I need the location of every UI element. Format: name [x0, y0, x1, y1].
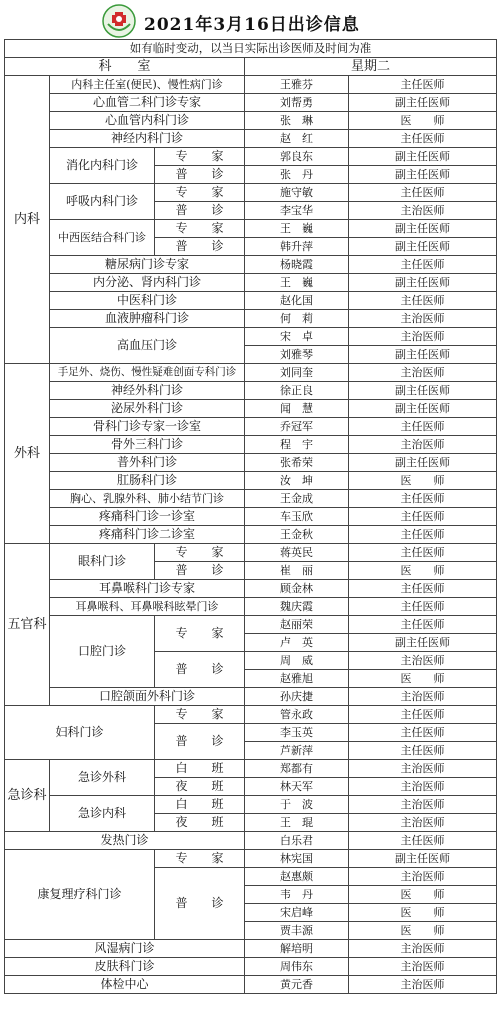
- title-cell: 主治医师: [349, 868, 497, 886]
- doctor-cell: 郑都有: [245, 760, 349, 778]
- notice-row: [5, 40, 497, 58]
- hospital-logo-icon: [102, 4, 136, 38]
- doctor-cell: 刘雅琴: [245, 346, 349, 364]
- title-cell: 副主任医师: [349, 220, 497, 238]
- doctor-cell: 施守敏: [245, 184, 349, 202]
- doctor-cell: 宋启峰: [245, 904, 349, 922]
- title-cell: 副主任医师: [349, 166, 497, 184]
- title-cell: 主任医师: [349, 184, 497, 202]
- dept-cell: 高血压门诊: [50, 328, 245, 364]
- dept-cell: 胸心、乳腺外科、肺小结节门诊: [50, 490, 245, 508]
- type-cell: 专 家: [155, 184, 245, 202]
- title-cell: 主治医师: [349, 958, 497, 976]
- header-row: [5, 58, 497, 76]
- doctor-cell: 赵丽荣: [245, 616, 349, 634]
- title-cell: 副主任医师: [349, 382, 497, 400]
- title-cell: 主治医师: [349, 202, 497, 220]
- table-row: [5, 706, 497, 724]
- table-row: [5, 112, 497, 130]
- doctor-cell: 赵惠颇: [245, 868, 349, 886]
- table-row: [5, 832, 497, 850]
- type-cell: 专 家: [155, 544, 245, 562]
- title-cell: 主任医师: [349, 544, 497, 562]
- column-header-day: 星期二: [245, 58, 497, 76]
- dept-cell: 心血管内科门诊: [50, 112, 245, 130]
- doctor-cell: 徐正良: [245, 382, 349, 400]
- title-cell: 主治医师: [349, 760, 497, 778]
- dept-cell: 手足外、烧伤、慢性疑难创面专科门诊: [50, 364, 245, 382]
- doctor-cell: 管永政: [245, 706, 349, 724]
- table-row: [5, 130, 497, 148]
- table-row: [5, 976, 497, 994]
- doctor-cell: 张 丹: [245, 166, 349, 184]
- title-cell: 主治医师: [349, 814, 497, 832]
- doctor-cell: 周 威: [245, 652, 349, 670]
- type-cell: 普 诊: [155, 868, 245, 940]
- title-cell: 主任医师: [349, 130, 497, 148]
- type-cell: 普 诊: [155, 166, 245, 184]
- dept-cell: 皮肤科门诊: [5, 958, 245, 976]
- notice-text: 如有临时变动，以当日实际出诊医师及时间为准: [5, 40, 497, 58]
- doctor-cell: 王雅芬: [245, 76, 349, 94]
- table-row: [5, 256, 497, 274]
- table-row: [5, 382, 497, 400]
- title-cell: 主任医师: [349, 256, 497, 274]
- doctor-cell: 黄元香: [245, 976, 349, 994]
- doctor-cell: 王 巍: [245, 274, 349, 292]
- dept-cell: 口腔颌面外科门诊: [50, 688, 245, 706]
- title-cell: 医 师: [349, 670, 497, 688]
- group-neike: 内科: [5, 76, 50, 364]
- title-cell: 主任医师: [349, 616, 497, 634]
- table-row: [5, 760, 497, 778]
- group-jizhen: 急诊科: [5, 760, 50, 832]
- title-cell: 副主任医师: [349, 454, 497, 472]
- doctor-cell: 赵 红: [245, 130, 349, 148]
- type-cell: 专 家: [155, 148, 245, 166]
- group-waike: 外科: [5, 364, 50, 544]
- page-header: [4, 4, 496, 38]
- doctor-cell: 杨晓霞: [245, 256, 349, 274]
- title-cell: 副主任医师: [349, 850, 497, 868]
- table-row: [5, 796, 497, 814]
- title-cell: 主治医师: [349, 688, 497, 706]
- title-cell: 副主任医师: [349, 274, 497, 292]
- doctor-cell: 王金成: [245, 490, 349, 508]
- table-row: [5, 418, 497, 436]
- doctor-cell: 孙庆捷: [245, 688, 349, 706]
- table-row: [5, 310, 497, 328]
- table-row: [5, 616, 497, 634]
- doctor-cell: 宋 卓: [245, 328, 349, 346]
- dept-cell: 中西医结合科门诊: [50, 220, 155, 256]
- title-cell: 主任医师: [349, 76, 497, 94]
- title-cell: 医 师: [349, 922, 497, 940]
- title-cell: 副主任医师: [349, 634, 497, 652]
- dept-cell: 急诊内科: [50, 796, 155, 832]
- dept-cell: 风湿病门诊: [5, 940, 245, 958]
- title-cell: 主任医师: [349, 832, 497, 850]
- doctor-cell: 林宪国: [245, 850, 349, 868]
- dept-cell: 肛肠科门诊: [50, 472, 245, 490]
- doctor-cell: 白乐君: [245, 832, 349, 850]
- title-cell: 副主任医师: [349, 94, 497, 112]
- dept-cell: 神经外科门诊: [50, 382, 245, 400]
- title-cell: 副主任医师: [349, 400, 497, 418]
- table-row: [5, 508, 497, 526]
- type-cell: 专 家: [155, 850, 245, 868]
- dept-cell: 消化内科门诊: [50, 148, 155, 184]
- title-cell: 主治医师: [349, 940, 497, 958]
- table-row: [5, 940, 497, 958]
- doctor-cell: 赵化国: [245, 292, 349, 310]
- dept-cell: 康复理疗科门诊: [5, 850, 155, 940]
- title-cell: 主治医师: [349, 310, 497, 328]
- type-cell: 专 家: [155, 706, 245, 724]
- dept-cell: 体检中心: [5, 976, 245, 994]
- doctor-cell: 卢 英: [245, 634, 349, 652]
- table-row: [5, 184, 497, 202]
- title-cell: 主治医师: [349, 652, 497, 670]
- dept-cell: 疼痛科门诊二诊室: [50, 526, 245, 544]
- table-row: [5, 526, 497, 544]
- doctor-cell: 解培明: [245, 940, 349, 958]
- dept-cell: 呼吸内科门诊: [50, 184, 155, 220]
- doctor-cell: 王 巍: [245, 220, 349, 238]
- title-cell: 主任医师: [349, 418, 497, 436]
- table-row: [5, 220, 497, 238]
- dept-cell: 口腔门诊: [50, 616, 155, 688]
- doctor-cell: 韩升萍: [245, 238, 349, 256]
- title-cell: 副主任医师: [349, 148, 497, 166]
- title-cell: 医 师: [349, 472, 497, 490]
- title-cell: 主治医师: [349, 328, 497, 346]
- doctor-cell: 周伟东: [245, 958, 349, 976]
- doctor-cell: 赵雅旭: [245, 670, 349, 688]
- group-wuguan: 五官科: [5, 544, 50, 706]
- title-cell: 医 师: [349, 562, 497, 580]
- type-cell: 夜 班: [155, 814, 245, 832]
- dept-cell: 眼科门诊: [50, 544, 155, 580]
- doctor-cell: 闻 慧: [245, 400, 349, 418]
- title-cell: 主任医师: [349, 742, 497, 760]
- table-row: [5, 94, 497, 112]
- table-row: [5, 490, 497, 508]
- dept-cell: 神经内科门诊: [50, 130, 245, 148]
- dept-cell: 耳鼻喉科门诊专家: [50, 580, 245, 598]
- doctor-cell: 郭良东: [245, 148, 349, 166]
- dept-cell: 普外科门诊: [50, 454, 245, 472]
- title-cell: 主任医师: [349, 490, 497, 508]
- table-row: [5, 364, 497, 382]
- doctor-cell: 王 琨: [245, 814, 349, 832]
- table-row: [5, 436, 497, 454]
- doctor-cell: 汝 坤: [245, 472, 349, 490]
- table-row: [5, 580, 497, 598]
- type-cell: 普 诊: [155, 562, 245, 580]
- doctor-cell: 乔冠军: [245, 418, 349, 436]
- dept-cell: 骨科门诊专家一诊室: [50, 418, 245, 436]
- title-cell: 主任医师: [349, 580, 497, 598]
- schedule-table: [4, 39, 497, 994]
- doctor-cell: 何 莉: [245, 310, 349, 328]
- doctor-cell: 程 宇: [245, 436, 349, 454]
- doctor-cell: 顾金林: [245, 580, 349, 598]
- title-cell: 主任医师: [349, 526, 497, 544]
- type-cell: 白 班: [155, 796, 245, 814]
- table-row: [5, 76, 497, 94]
- doctor-cell: 李玉英: [245, 724, 349, 742]
- column-header-dept: 科 室: [5, 58, 245, 76]
- type-cell: 白 班: [155, 760, 245, 778]
- table-row: [5, 274, 497, 292]
- dept-cell: 中医科门诊: [50, 292, 245, 310]
- dept-cell: 内分泌、肾内科门诊: [50, 274, 245, 292]
- title-cell: 医 师: [349, 112, 497, 130]
- doctor-cell: 芦新萍: [245, 742, 349, 760]
- title-cell: 主治医师: [349, 976, 497, 994]
- table-row: [5, 328, 497, 346]
- title-cell: 医 师: [349, 886, 497, 904]
- type-cell: 普 诊: [155, 652, 245, 688]
- doctor-cell: 刘帮勇: [245, 94, 349, 112]
- doctor-cell: 于 波: [245, 796, 349, 814]
- dept-cell: 妇科门诊: [5, 706, 155, 760]
- type-cell: 普 诊: [155, 238, 245, 256]
- title-cell: 主任医师: [349, 724, 497, 742]
- type-cell: 专 家: [155, 616, 245, 652]
- table-row: [5, 454, 497, 472]
- title-cell: 主任医师: [349, 508, 497, 526]
- doctor-cell: 刘同奎: [245, 364, 349, 382]
- title-cell: 副主任医师: [349, 346, 497, 364]
- doctor-cell: 蒋英民: [245, 544, 349, 562]
- doctor-cell: 张 琳: [245, 112, 349, 130]
- doctor-cell: 张希荣: [245, 454, 349, 472]
- title-cell: 主治医师: [349, 778, 497, 796]
- title-cell: 主任医师: [349, 706, 497, 724]
- dept-cell: 血液肿瘤科门诊: [50, 310, 245, 328]
- table-row: [5, 688, 497, 706]
- type-cell: 普 诊: [155, 724, 245, 760]
- title-cell: 主治医师: [349, 436, 497, 454]
- doctor-cell: 崔 丽: [245, 562, 349, 580]
- doctor-cell: 李宝华: [245, 202, 349, 220]
- table-row: [5, 598, 497, 616]
- title-cell: 医 师: [349, 904, 497, 922]
- type-cell: 夜 班: [155, 778, 245, 796]
- dept-cell: 发热门诊: [5, 832, 245, 850]
- doctor-cell: 林天军: [245, 778, 349, 796]
- dept-cell: 心血管二科门诊专家: [50, 94, 245, 112]
- dept-cell: 急诊外科: [50, 760, 155, 796]
- table-row: [5, 472, 497, 490]
- doctor-cell: 韦 丹: [245, 886, 349, 904]
- doctor-cell: 贾丰源: [245, 922, 349, 940]
- dept-cell: 疼痛科门诊一诊室: [50, 508, 245, 526]
- doctor-cell: 魏庆霞: [245, 598, 349, 616]
- table-row: [5, 400, 497, 418]
- page-title: 2021年3月16日出诊信息: [144, 15, 360, 35]
- doctor-cell: 车玉欣: [245, 508, 349, 526]
- dept-cell: 内科主任室(便民)、慢性病门诊: [50, 76, 245, 94]
- type-cell: 专 家: [155, 220, 245, 238]
- table-row: [5, 544, 497, 562]
- type-cell: 普 诊: [155, 202, 245, 220]
- title-cell: 副主任医师: [349, 238, 497, 256]
- table-row: [5, 850, 497, 868]
- title-cell: 主治医师: [349, 796, 497, 814]
- dept-cell: 糖尿病门诊专家: [50, 256, 245, 274]
- title-cell: 主任医师: [349, 292, 497, 310]
- title-cell: 主治医师: [349, 364, 497, 382]
- doctor-cell: 王金秋: [245, 526, 349, 544]
- title-cell: 主任医师: [349, 598, 497, 616]
- dept-cell: 耳鼻喉科、耳鼻喉科眩晕门诊: [50, 598, 245, 616]
- dept-cell: 骨外三科门诊: [50, 436, 245, 454]
- table-row: [5, 292, 497, 310]
- dept-cell: 泌尿外科门诊: [50, 400, 245, 418]
- table-row: [5, 148, 497, 166]
- table-row: [5, 958, 497, 976]
